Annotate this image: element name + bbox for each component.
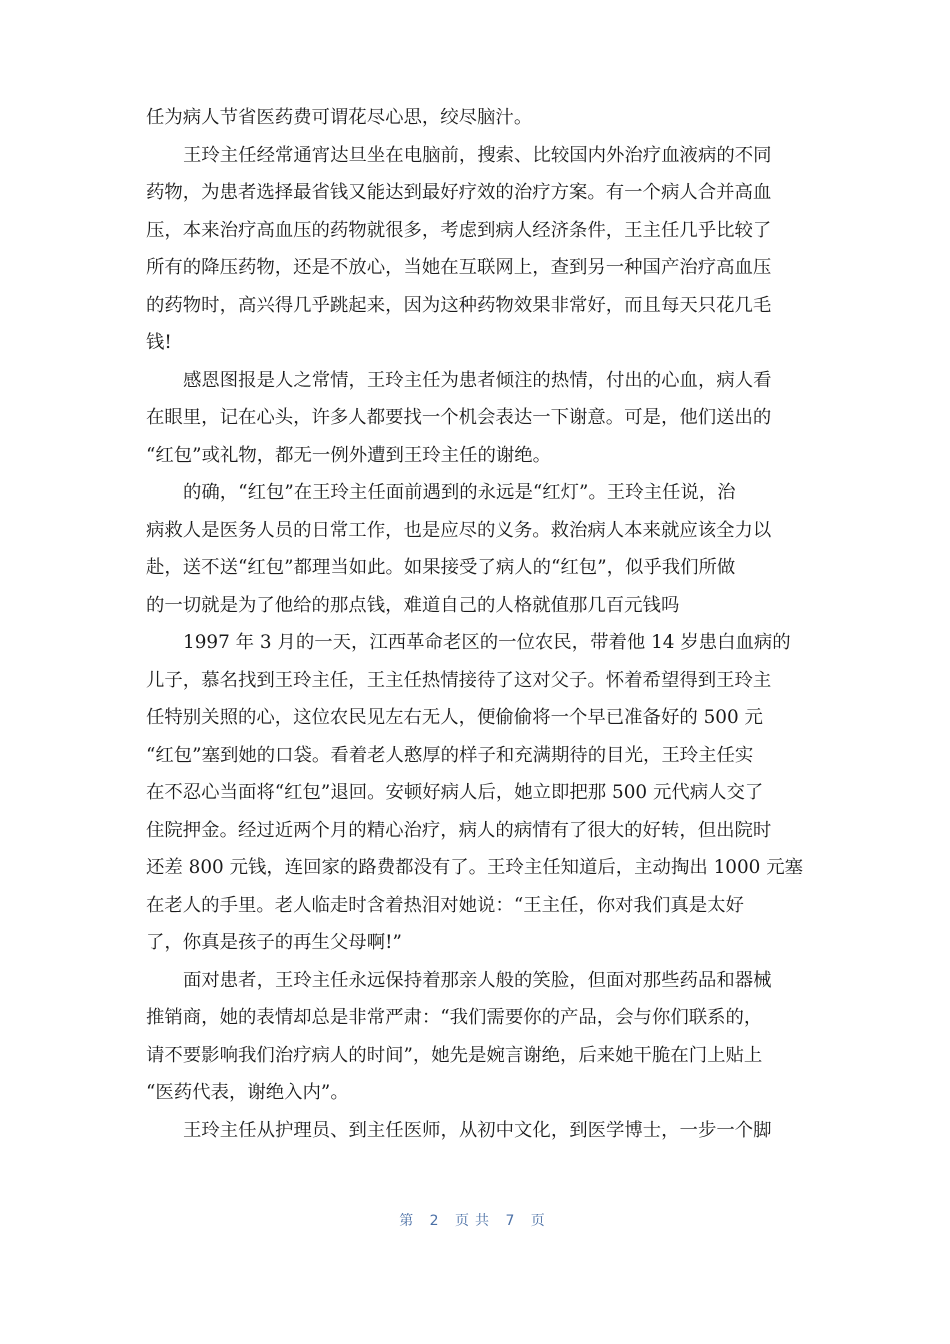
text-line: “红包”或礼物，都无一例外遭到王玲主任的谢绝。 — [146, 444, 552, 466]
text-line: 王玲主任经常通宵达旦坐在电脑前，搜索、比较国内外治疗血液病的不同 — [183, 144, 772, 166]
document-body — [146, 99, 806, 1149]
text-line: 住院押金。经过近两个月的精心治疗，病人的病情有了很大的好转，但出院时 — [146, 819, 772, 841]
text-line: 的一切就是为了他给的那点钱，难道自己的人格就值那几百元钱吗 — [146, 594, 680, 616]
text-line: 王玲主任从护理员、到主任医师，从初中文化，到医学博士，一步一个脚 — [183, 1119, 772, 1141]
text-line: 感恩图报是人之常情，王玲主任为患者倾注的热情，付出的心血，病人看 — [183, 369, 772, 391]
text-line: 赴，送不送“红包”都理当如此。如果接受了病人的“红包”，似乎我们所做 — [146, 557, 736, 578]
text-line: 钱! — [146, 332, 172, 353]
text-line: 的确，“红包”在王玲主任面前遇到的永远是“红灯”。王玲主任说，治 — [183, 482, 736, 503]
text-line: 任为病人节省医药费可谓花尽心思，绞尽脑汁。 — [146, 107, 533, 128]
text-line: “医药代表，谢绝入内”。 — [146, 1082, 349, 1103]
text-line: 任特别关照的心，这位农民见左右无人，便偷偷将一个早已准备好的 500 元 — [146, 707, 763, 728]
text-line: 所有的降压药物，还是不放心，当她在互联网上，查到另一种国产治疗高血压 — [146, 257, 772, 278]
text-line: 压，本来治疗高血压的药物就很多，考虑到病人经济条件，王主任几乎比较了 — [146, 219, 772, 241]
text-line: 病救人是医务人员的日常工作，也是应尽的义务。救治病人本来就应该全力以 — [146, 519, 772, 541]
text-line: 还差 800 元钱，连回家的路费都没有了。王玲主任知道后，主动掏出 1000 元塞 — [146, 857, 804, 878]
text-line: “红包”塞到她的口袋。看着老人憨厚的样子和充满期待的目光，王玲主任实 — [146, 744, 754, 766]
text-line: 1997 年 3 月的一天，江西革命老区的一位农民，带着他 14 岁患白血病的 — [183, 632, 791, 653]
text-line: 在老人的手里。老人临走时含着热泪对她说：“王主任，你对我们真是太好 — [146, 894, 744, 916]
text-line: 儿子，慕名找到王玲主任，王主任热情接待了这对父子。怀着希望得到王玲主 — [146, 669, 772, 691]
text-line: 了，你真是孩子的再生父母啊!” — [146, 932, 402, 953]
text-line: 药物，为患者选择最省钱又能达到最好疗效的治疗方案。有一个病人合并高血 — [146, 182, 772, 203]
text-line: 在不忍心当面将“红包”退回。安顿好病人后，她立即把那 500 元代病人交了 — [146, 782, 764, 803]
text-line: 推销商，她的表情却总是非常严肃：“我们需要你的产品，会与你们联系的， — [146, 1007, 763, 1028]
text-line: 在眼里，记在心头，许多人都要找一个机会表达一下谢意。可是，他们送出的 — [146, 407, 772, 428]
page-number: 第 2 页共 7 页 — [399, 1213, 551, 1229]
text-line: 面对患者，王玲主任永远保持着那亲人般的笑脸，但面对那些药品和器械 — [183, 969, 772, 991]
text-line: 的药物时，高兴得几乎跳起来，因为这种药物效果非常好，而且每天只花几毛 — [146, 294, 772, 316]
text-line: 请不要影响我们治疗病人的时间”，她先是婉言谢绝，后来她干脆在门上贴上 — [146, 1044, 763, 1066]
